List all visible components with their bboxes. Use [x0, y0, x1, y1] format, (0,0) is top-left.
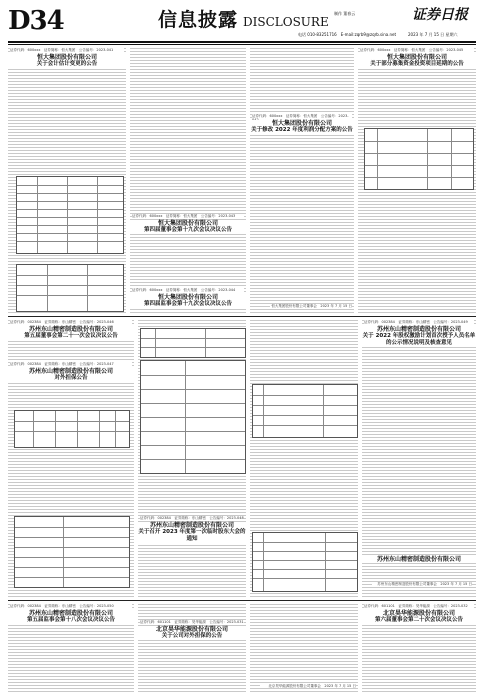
- notice-title: 第六届董事会第二十次会议决议公告: [374, 617, 463, 623]
- announcement-title: [8, 368, 134, 382]
- notice-title: 第五届监事会第十八次会议决议公告: [26, 617, 115, 623]
- company-name: 苏州东山精密制造股份有限公司: [28, 368, 113, 375]
- notice-title: 第五届董事会第二十一次会议决议公告: [24, 333, 118, 339]
- board-signature: 北京昊华能源股份有限公司董事会 2023 年 7 月 15 日: [260, 684, 356, 688]
- data-table: [14, 516, 130, 588]
- announcement-block: [8, 320, 134, 598]
- company-name: 苏州东山精密制造股份有限公司: [28, 610, 113, 617]
- notice-title: 关于召开 2023 年度第一次临时股东大会的通知: [138, 529, 246, 542]
- company-name: 苏州东山精密制造股份有限公司: [149, 522, 234, 529]
- masthead-rule-thin: [8, 44, 476, 45]
- company-name: 恒大集团股份有限公司: [386, 54, 447, 61]
- announcement-block: [130, 48, 246, 314]
- newspaper-logo: 证券日报: [412, 7, 468, 23]
- company-name: 北京昊华能源股份有限公司: [155, 626, 228, 633]
- announcement-title: [250, 120, 354, 134]
- announcement-block: [250, 604, 358, 694]
- announcement-block: [8, 48, 126, 314]
- announcement-block: [250, 320, 358, 598]
- announcement-title: [8, 54, 126, 68]
- data-table: [140, 328, 246, 358]
- band-divider: [8, 600, 476, 601]
- announcement-title: [130, 220, 246, 234]
- announcement-title: [362, 326, 476, 347]
- announcement-block: [362, 320, 476, 598]
- data-table: [14, 410, 130, 448]
- company-name: 恒大集团股份有限公司: [157, 294, 218, 301]
- company-name: 苏州东山精密制造股份有限公司: [376, 556, 461, 563]
- stock-info-line: 证券代码：600xxx 证券简称：恒大集团 公告编号：2023-041: [10, 48, 124, 52]
- announcement-title: [138, 522, 246, 543]
- notice-title: 关于公司对外担保的公告: [161, 633, 223, 639]
- company-name: 北京昊华能源股份有限公司: [382, 610, 455, 617]
- announcement-block: [138, 320, 246, 598]
- stock-info-line: 证券代码：600xxx 证券简称：恒大集团 公告编号：2023-045: [360, 48, 474, 52]
- notice-title: 关于部分募集资金投资项目延期的公告: [370, 61, 464, 67]
- board-signature: 恒大集团股份有限公司董事会 2023 年 7 月 15 日: [271, 304, 352, 308]
- stock-info-line: 证券代码：002384 证券简称：东山精密 公告编号：2023-050: [10, 604, 132, 608]
- data-table: [252, 532, 358, 592]
- data-table: [16, 264, 124, 312]
- announcement-title: [358, 54, 476, 68]
- stock-info-line: 证券代码：002384 证券简称：东山精密 公告编号：2023-046: [10, 320, 132, 324]
- company-name: 恒大集团股份有限公司: [36, 54, 97, 61]
- data-table: [16, 176, 124, 254]
- company-name: 苏州东山精密制造股份有限公司: [28, 326, 113, 333]
- notice-title: 对外担保公告: [54, 375, 88, 381]
- stock-info-line: 证券代码：600xxx 证券简称：恒大集团 公告编号：2023-: [252, 114, 352, 122]
- section-title: 信息披露: [158, 9, 239, 31]
- announcement-block: [8, 604, 134, 694]
- announcement-block: [358, 48, 476, 314]
- masthead-rule: [8, 41, 476, 43]
- section-title-en: DISCLOSURE: [243, 15, 329, 29]
- notice-title: 关于会计估计变更的公告: [36, 61, 98, 67]
- stock-info-line: 证券代码：002384 证券简称：东山精密 公告编号：2023-048: [140, 516, 244, 520]
- announcement-title: [130, 294, 246, 308]
- announcement-title: [362, 556, 476, 563]
- data-table: [140, 360, 246, 474]
- issue-date: 2023 年 7 月 15 日 星期六: [408, 32, 458, 37]
- announcement-title: [8, 610, 134, 624]
- notice-title: 关于 2022 年股权激励计划首次授予人员名单的公示情况说明及核查意见: [362, 333, 476, 346]
- notice-title: 第四届监事会第十九次会议决议公告: [143, 301, 232, 307]
- notice-title: 第四届董事会第十九次会议决议公告: [143, 227, 232, 233]
- stock-info-line: 证券代码：601101 证券简称：昊华能源 公告编号：2023-032: [364, 604, 474, 608]
- editor-credit: 制作 董春云: [334, 11, 356, 16]
- data-table: [364, 128, 474, 190]
- contact-line: 电话 010-83251716 E-mail:zqrb9@zqrb.sina.net: [298, 32, 397, 37]
- stock-info-line: 证券代码：002384 证券简称：东山精密 公告编号：2023-049: [364, 320, 474, 324]
- company-name: 恒大集团股份有限公司: [271, 120, 332, 127]
- announcement-block: [362, 604, 476, 694]
- board-signature: 苏州东山精密制造股份有限公司董事会 2023 年 7 月 15 日: [372, 582, 472, 586]
- stock-info-line: 证券代码：002384 证券简称：东山精密 公告编号：2023-047: [10, 362, 132, 366]
- masthead: [8, 6, 476, 46]
- notice-title: 关于修改 2022 年度利润分配方案的公告: [251, 127, 353, 133]
- company-name: 苏州东山精密制造股份有限公司: [376, 326, 461, 333]
- stock-info-line: 证券代码：600xxx 证券简称：恒大集团 公告编号：2023-044: [132, 288, 244, 292]
- announcement-block: [250, 48, 354, 314]
- stock-info-line: 证券代码：600xxx 证券简称：恒大集团 公告编号：2023-043: [132, 214, 244, 218]
- announcement-title: [138, 626, 246, 640]
- stock-info-line: 证券代码：601101 证券简称：昊华能源 公告编号：2023-031: [140, 620, 244, 624]
- data-table: [252, 384, 358, 438]
- announcement-title: [8, 326, 134, 340]
- announcement-block: [138, 604, 246, 694]
- page-code: D34: [8, 6, 64, 36]
- company-name: 恒大集团股份有限公司: [157, 220, 218, 227]
- band-divider: [8, 316, 476, 317]
- announcement-title: [362, 610, 476, 624]
